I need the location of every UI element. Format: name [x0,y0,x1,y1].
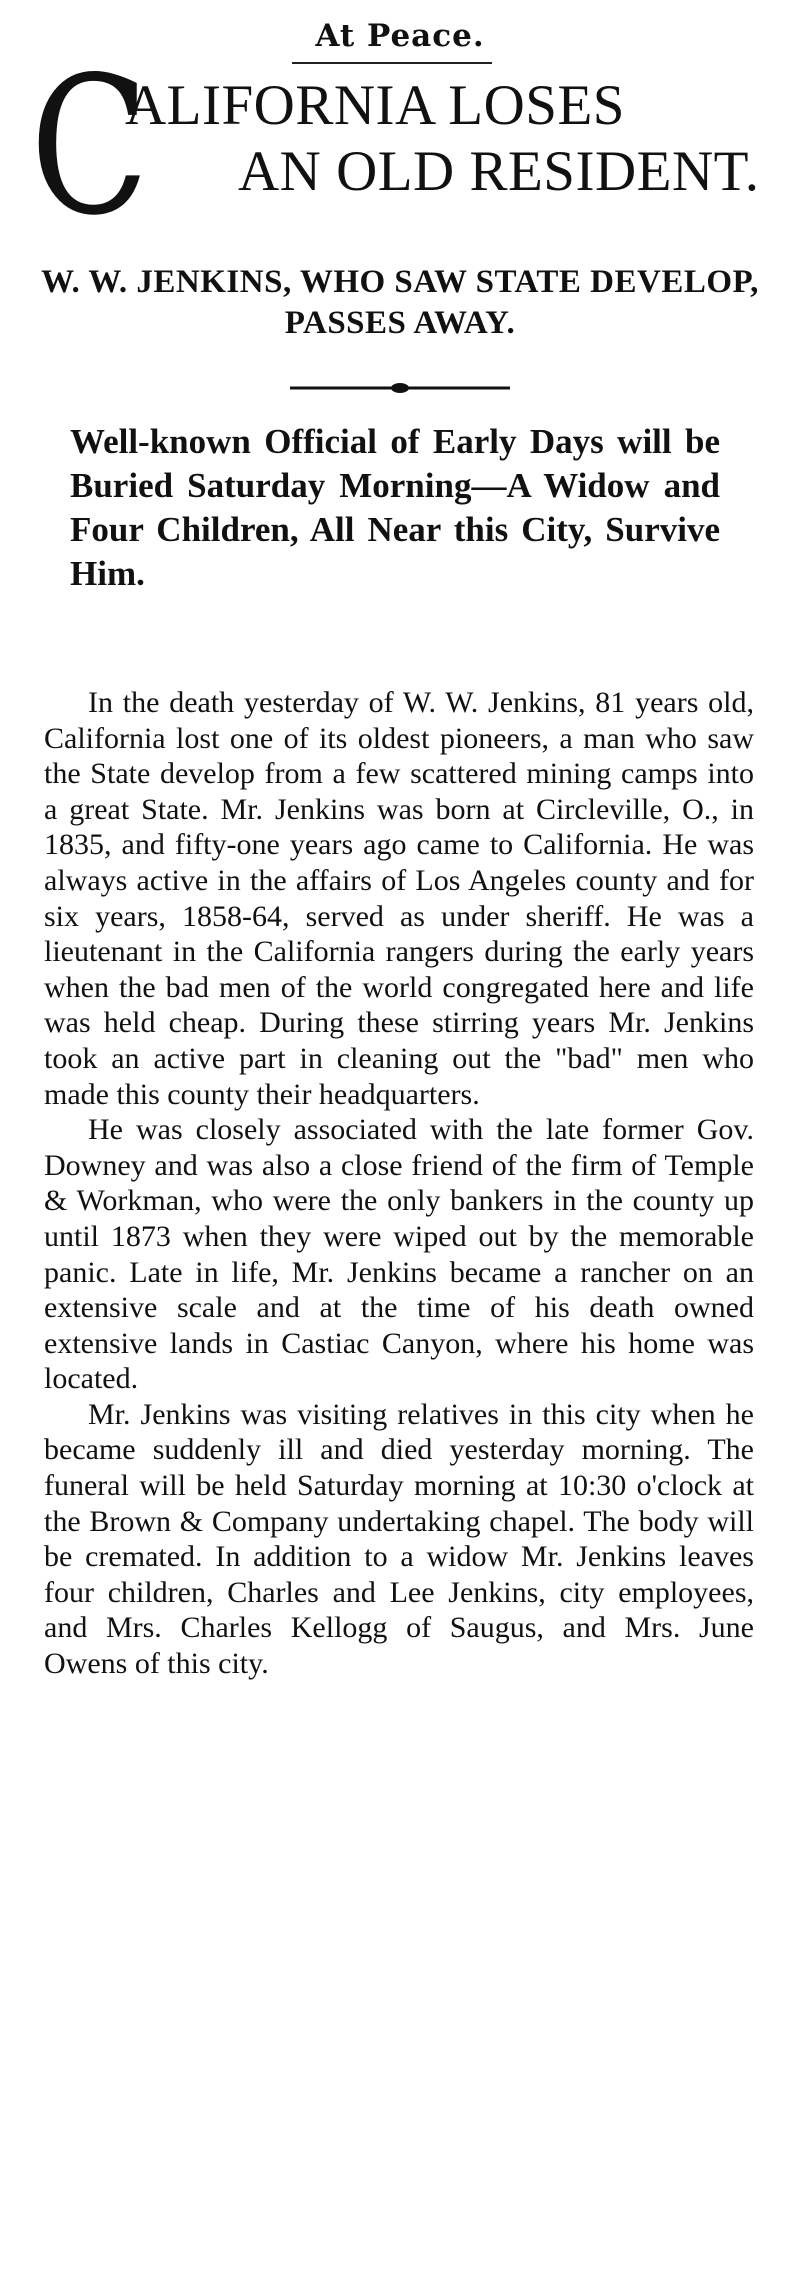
ornamental-divider [290,381,510,395]
paragraph: In the death yesterday of W. W. Jenkins, 81 years old, California lost one of its oldest pioneers, a man who saw the State develop from a few scattered mining camps into a great State. Mr. Jenkins was born at Circleville, O., in 1835, and fifty-one years ago came to California. He was always active in the affairs of Los Angeles county and for six years, 1858-64, served as under sheriff. He was a lieutenant in the California rangers during the early years when the bad men of the world congregated here and life was held cheap. During these stirring years Mr. Jenkins took an active part in cleaning out the "bad" men who made this county their headquarters. [44,686,754,1111]
headline-line-2: AN OLD RESIDENT. [238,140,760,203]
kicker-label: At Peace. [315,18,485,54]
headline-line-1: ALIFORNIA LOSES [125,74,625,137]
subheadline: W. W. JENKINS, WHO SAW STATE DEVELOP, PASSES AWAY. [41,264,759,341]
kicker-underline [292,62,492,64]
paragraph: Mr. Jenkins was visiting relatives in this city when he became suddenly ill and died yesterday morning. The funeral will be held Saturday morning at 10:30 o'clock at the Brown & Company undertaking chapel. The body will be cremated. In addition to a widow Mr. Jenkins leaves four children, Charles and Lee Jenkins, city employees, and Mrs. Charles Kellogg of Saugus, and Mrs. June Owens of this city. [44,1397,754,1681]
paragraph: He was closely associated with the late former Gov. Downey and was also a close friend of the firm of Temple & Workman, who were the only bankers in the county up until 1873 when they were wiped out by the memorable panic. Late in life, Mr. Jenkins became a rancher on an extensive scale and at the time of his death owned extensive lands in Castiac Canyon, where his home was located. [44,1113,754,1396]
summary-deck: Well-known Official of Early Days will be Buried Saturday Morning—A Widow and Four Children, All Near this City, Survive Him. [70,422,720,593]
article-body [44,685,754,1682]
headline-dropcap: C [30,36,150,257]
